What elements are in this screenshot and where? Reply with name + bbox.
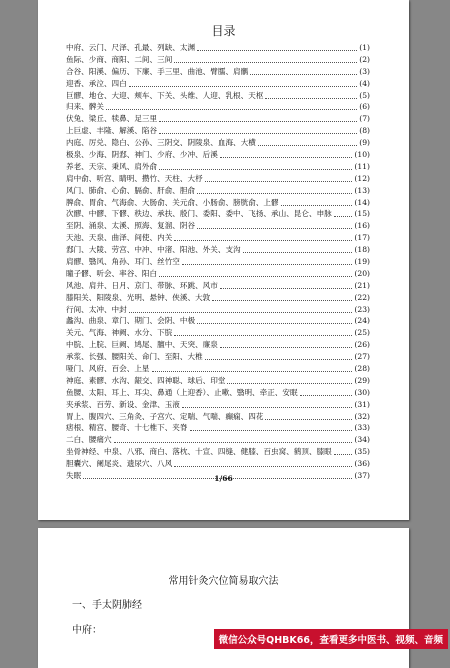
toc-entry[interactable] (66, 113, 370, 125)
toc-entry[interactable] (66, 268, 370, 280)
document-title: 常用针灸穴位简易取穴法 (168, 576, 279, 587)
toc-entry[interactable] (66, 327, 370, 339)
toc-entry-page: (11) (354, 161, 370, 171)
toc-entry-page: (35) (354, 447, 370, 457)
toc-entry-text: 承浆、长强、腰阳关、命门、至阳、大椎 (66, 352, 203, 362)
toc-entry-page: (14) (354, 197, 370, 207)
toc-leader-dots (174, 328, 352, 336)
toc-entry-text: 天池、天泉、曲泽、间使、内关 (66, 233, 173, 243)
toc-entry-page: (9) (359, 138, 370, 148)
toc-entry-page: (20) (354, 268, 370, 278)
toc-entry[interactable] (66, 185, 370, 197)
toc-entry[interactable] (66, 256, 370, 268)
toc-leader-dots (265, 412, 352, 420)
toc-leader-dots (197, 316, 352, 324)
toc-leader-dots (250, 67, 357, 75)
toc-entry-text: 哑门、风府、百会、上星 (66, 364, 150, 374)
toc-entry[interactable] (66, 280, 370, 292)
toc-entry-text: 关元、气海、神阙、水分、下脘 (66, 328, 173, 338)
toc-entry-text: 脾俞、胃俞、气海俞、大肠俞、关元俞、小肠俞、膀胱俞、上髎 (66, 197, 279, 207)
toc-entry-text: 风门、肺俞、心俞、膈俞、肝俞、胆俞 (66, 185, 196, 195)
toc-entry[interactable] (66, 292, 370, 304)
toc-entry-text: 膝阳关、阳陵泉、光明、悬钟、侠溪、大敦 (66, 292, 211, 302)
toc-entry-page: (37) (354, 471, 370, 481)
toc-entry[interactable] (66, 208, 370, 220)
toc-entry[interactable] (66, 220, 370, 232)
toc-entry-page: (31) (354, 399, 370, 409)
toc-entry-page: (3) (359, 66, 370, 76)
toc-leader-dots (159, 269, 352, 277)
toc-leader-dots (227, 376, 352, 384)
toc-entry[interactable] (66, 351, 370, 363)
toc-leader-dots (174, 233, 352, 241)
toc-list (66, 42, 370, 482)
toc-entry[interactable] (66, 232, 370, 244)
toc-leader-dots (243, 245, 353, 253)
toc-entry-text: 至阴、涌泉、太溪、照海、复溜、阴谷 (66, 221, 196, 231)
toc-leader-dots (265, 91, 357, 99)
toc-entry-text: 巨髎、地仓、大迎、颊车、下关、头维、人迎、乳根、天枢 (66, 90, 264, 100)
toc-entry[interactable] (66, 125, 370, 137)
toc-entry[interactable] (66, 458, 370, 470)
point-heading: 中府： (72, 625, 102, 636)
toc-entry-text: 夹承浆、百劳、新设、金津、玉液 (66, 399, 180, 409)
toc-entry[interactable] (66, 66, 370, 78)
toc-leader-dots (205, 174, 353, 182)
watermark-banner: 微信公众号QHBK66，查看更多中医书、视频、音频 (214, 629, 448, 649)
toc-entry-text: 二白、腰痛穴 (66, 435, 112, 445)
toc-leader-dots (334, 447, 353, 455)
toc-leader-dots (182, 400, 353, 408)
toc-entry-page: (30) (354, 387, 370, 397)
toc-entry-page: (10) (354, 150, 370, 159)
toc-entry-text: 养老、天宗、秉风、肩外俞 (66, 161, 158, 171)
toc-entry-page: (18) (354, 245, 370, 255)
toc-entry-text: 肩髎、翳风、角孙、耳门、丝竹空 (66, 257, 180, 267)
toc-entry-text: 中府、云门、尺泽、孔最、列缺、太渊 (66, 42, 196, 52)
toc-entry[interactable] (66, 434, 370, 446)
toc-leader-dots (106, 102, 357, 110)
toc-entry[interactable] (66, 387, 370, 399)
toc-entry[interactable] (66, 149, 370, 161)
toc-leader-dots (159, 114, 357, 122)
toc-entry-text: 肩中俞、听宫、睛明、攒竹、天柱、大杼 (66, 173, 203, 183)
section-heading: 一、手太阴肺经 (72, 600, 142, 611)
toc-entry-page: (21) (354, 280, 370, 290)
toc-leader-dots (334, 209, 353, 217)
toc-entry-text: 失眠 (66, 471, 82, 481)
toc-entry-page: (2) (359, 54, 370, 64)
toc-leader-dots (205, 352, 353, 360)
toc-entry-page: (17) (354, 233, 370, 243)
toc-entry-page: (7) (359, 114, 370, 124)
toc-entry-text: 坐骨神经、中泉、八邪、商白、落枕、十宣、四缝、健膝、百虫窝、鹤顶、膝眼 (66, 447, 332, 457)
toc-entry-text: 痞根、精宫、腰奇、十七椎下、夹脊 (66, 423, 188, 433)
toc-entry-text: 极泉、少海、阴郄、神门、少府、少冲、后溪 (66, 150, 218, 159)
toc-entry-page: (13) (354, 185, 370, 195)
toc-entry-text: 瞳子髎、听会、率谷、阳白 (66, 268, 158, 278)
toc-entry-page: (8) (359, 126, 370, 136)
toc-leader-dots (220, 281, 353, 289)
toc-leader-dots (114, 435, 353, 443)
toc-leader-dots (129, 305, 353, 313)
toc-entry[interactable] (66, 315, 370, 327)
toc-entry-text: 迎香、承泣、四白 (66, 78, 127, 88)
toc-entry-page: (24) (354, 316, 370, 326)
toc-entry[interactable] (66, 423, 370, 435)
toc-entry[interactable] (66, 363, 370, 375)
toc-entry-text: 次髎、中髎、下髎、秩边、承扶、殷门、委阳、委中、飞扬、承山、昆仑、申脉 (66, 209, 332, 219)
toc-entry[interactable] (66, 411, 370, 423)
toc-entry[interactable] (66, 244, 370, 256)
toc-entry-page: (16) (354, 221, 370, 231)
toc-entry-page: (23) (354, 304, 370, 314)
toc-leader-dots (197, 186, 352, 194)
toc-entry[interactable] (66, 304, 370, 316)
page-number: 1/66 (214, 474, 233, 483)
toc-entry-text: 归来、髀关 (66, 102, 104, 112)
toc-entry[interactable] (66, 161, 370, 173)
toc-entry[interactable] (66, 339, 370, 351)
toc-entry-page: (33) (354, 423, 370, 433)
toc-entry-page: (5) (359, 90, 370, 100)
toc-entry-page: (27) (354, 352, 370, 362)
toc-entry-text: 内庭、厉兑、隐白、公孙、三阴交、阴陵泉、血海、大横 (66, 138, 256, 148)
toc-leader-dots (190, 423, 353, 431)
toc-leader-dots (197, 43, 357, 51)
toc-entry-page: (19) (354, 257, 370, 267)
toc-entry-text: 郄门、大陵、劳宫、中冲、中渚、阳池、外关、支沟 (66, 245, 241, 255)
toc-leader-dots (220, 340, 353, 348)
toc-entry-page: (12) (354, 173, 370, 183)
toc-entry-page: (28) (354, 364, 370, 374)
toc-entry-text: 鱼际、少商、商阳、二间、三间 (66, 54, 173, 64)
toc-leader-dots (300, 388, 353, 396)
toc-entry-text: 神庭、素髎、水沟、龈交、四神聪、球后、印堂 (66, 375, 226, 385)
toc-entry-text: 风池、肩井、日月、京门、带脉、环跳、风市 (66, 280, 218, 290)
toc-entry-text: 合谷、阳溪、偏历、下廉、手三里、曲池、臂臑、肩髃 (66, 66, 249, 76)
toc-entry-text: 行间、太冲、中封 (66, 304, 127, 314)
toc-leader-dots (159, 126, 357, 134)
toc-entry-page: (32) (354, 411, 370, 421)
toc-entry[interactable] (66, 399, 370, 411)
toc-entry-text: 蠡沟、曲泉、章门、期门、会阴、中极 (66, 316, 196, 326)
toc-entry-text: 鱼腰、太阳、耳上、耳尖、鼻通（上迎香）、止嗽、翳明、牵正、安眠 (66, 387, 298, 397)
toc-entry-text: 胃上、腹四穴、三角灸、子宫穴、定喘、气喘、癫痫、四花 (66, 411, 264, 421)
toc-entry-page: (36) (354, 459, 370, 469)
toc-leader-dots (174, 55, 357, 63)
toc-leader-dots (174, 459, 352, 467)
toc-entry[interactable] (66, 101, 370, 113)
toc-entry-page: (29) (354, 375, 370, 385)
toc-entry-text: 伏兔、梁丘、犊鼻、足三里 (66, 114, 158, 124)
toc-leader-dots (212, 293, 352, 301)
toc-title: 目录 (211, 24, 236, 38)
toc-entry[interactable] (66, 446, 370, 458)
toc-entry-page: (6) (359, 102, 370, 112)
toc-entry[interactable] (66, 173, 370, 185)
toc-entry-page: (25) (354, 328, 370, 338)
toc-entry-page: (22) (354, 292, 370, 302)
toc-entry-page: (1) (359, 42, 370, 52)
toc-entry-page: (26) (354, 340, 370, 350)
toc-entry[interactable] (66, 78, 370, 90)
document-page-1 (38, 0, 409, 520)
toc-leader-dots (129, 79, 357, 87)
toc-entry-text: 上巨虚、丰隆、解溪、陷谷 (66, 126, 158, 136)
toc-leader-dots (182, 257, 353, 265)
toc-entry-text: 胆囊穴、阑尾炎、遗尿穴、八风 (66, 459, 173, 469)
toc-entry[interactable] (66, 54, 370, 66)
toc-entry-page: (4) (359, 78, 370, 88)
toc-leader-dots (281, 198, 353, 206)
toc-entry-page: (34) (354, 435, 370, 445)
toc-entry-text: 中脘、上脘、巨阙、鸠尾、膻中、天突、廉泉 (66, 340, 218, 350)
toc-entry[interactable] (66, 42, 370, 54)
toc-leader-dots (159, 162, 352, 170)
toc-leader-dots (152, 364, 353, 372)
toc-entry-page: (15) (354, 209, 370, 219)
toc-leader-dots (258, 138, 357, 146)
toc-entry[interactable] (66, 90, 370, 102)
toc-entry[interactable] (66, 137, 370, 149)
toc-leader-dots (197, 221, 352, 229)
toc-entry[interactable] (66, 375, 370, 387)
toc-leader-dots (220, 150, 353, 158)
toc-entry[interactable] (66, 197, 370, 209)
